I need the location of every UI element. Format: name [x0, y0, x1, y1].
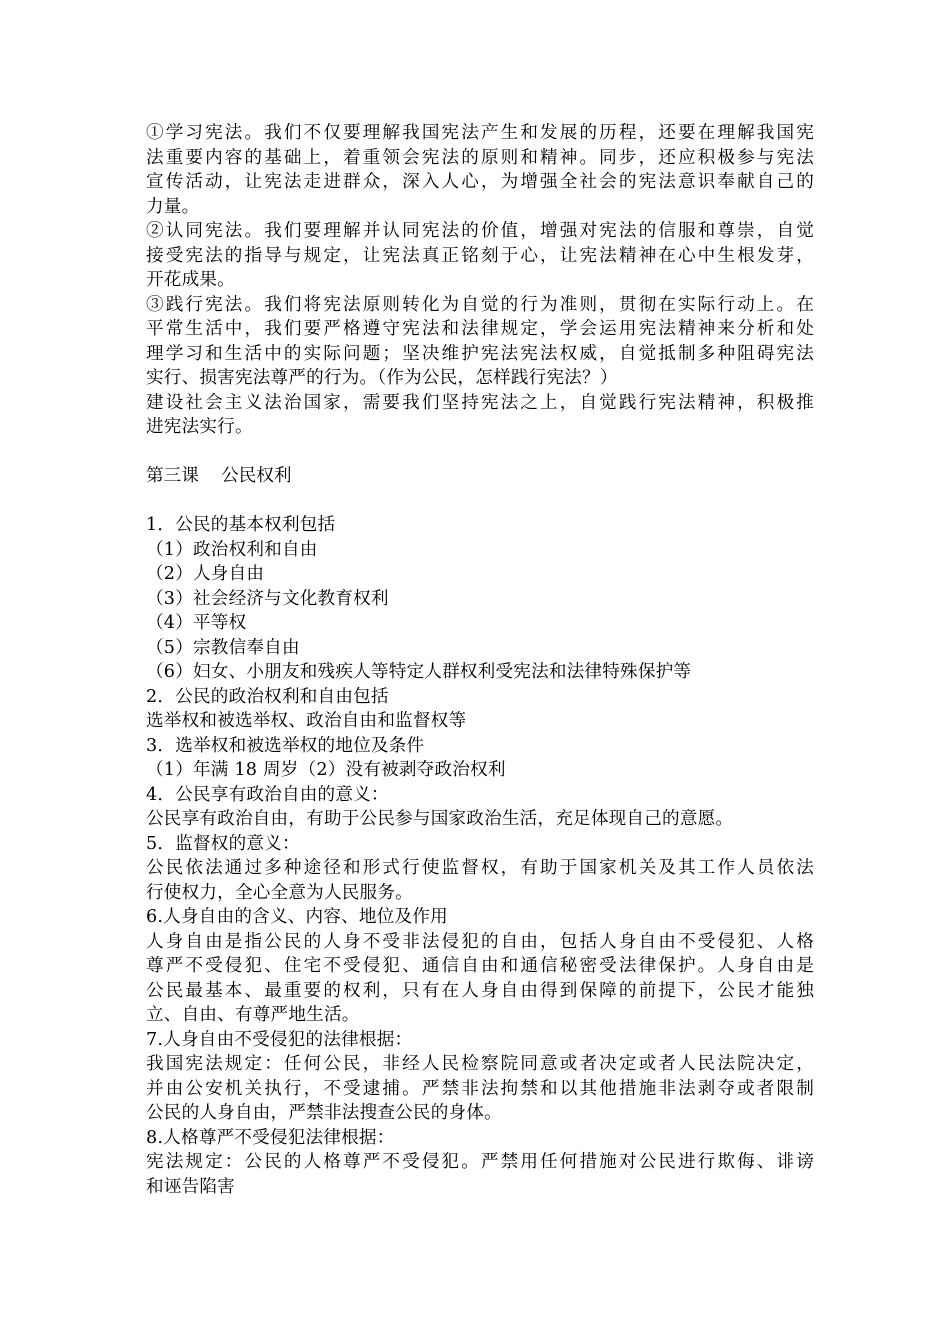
paragraph-line: 立、自由、有尊严地生活。: [146, 1005, 360, 1025]
item-heading: 2．公民的政治权利和自由包括: [146, 686, 389, 707]
item-heading: 3．选举权和被选举权的地位及条件: [146, 735, 425, 756]
list-item: （1）年满 18 周岁（2）没有被剥夺政治权利: [146, 760, 506, 780]
list-item: （5）宗教信奉自由: [146, 637, 300, 658]
paragraph-line: 实行、损害宪法尊严的行为。（作为公民，怎样践行宪法？）: [146, 368, 618, 388]
paragraph-line: 进宪法实行。: [146, 417, 253, 437]
item-heading: 5．监督权的意义：: [146, 833, 300, 854]
paragraph-line: 开花成果。: [146, 270, 235, 290]
list-item: （1）政治权利和自由: [146, 539, 318, 560]
item-heading: 4．公民享有政治自由的意义：: [146, 784, 389, 805]
paragraph-line: 公民享有政治自由，有助于公民参与国家政治生活，充足体现自己的意愿。: [146, 809, 734, 829]
paragraph-line: 法重要内容的基础上，着重领会宪法的原则和精神。同步，还应积极参与宪法: [146, 147, 814, 168]
blank-line: [146, 489, 814, 514]
item-heading: 7.人身自由不受侵犯的法律根据：: [146, 1029, 413, 1050]
document-page: [146, 121, 814, 1199]
paragraph-line: ②认同宪法。我们要理解并认同宪法的价值，增强对宪法的信服和尊崇，自觉: [146, 221, 814, 241]
list-item: （2）人身自由: [146, 564, 265, 584]
blank-line: [146, 440, 814, 465]
item-heading: 6.人身自由的含义、内容、地位及作用: [146, 907, 448, 927]
paragraph-line: 公民最基本、最重要的权利，只有在人身自由得到保障的前提下，公民才能独: [146, 980, 814, 1001]
paragraph-line: 力量。: [146, 196, 200, 217]
item-heading: 1．公民的基本权利包括: [146, 515, 336, 535]
paragraph-line: 和诬告陷害: [146, 1176, 235, 1197]
paragraph-line: 宣传活动，让宪法走进群众，深入人心，为增强全社会的宪法意识奉献自己的: [146, 172, 814, 192]
paragraph-line: 理学习和生活中的实际问题；坚决维护宪法宪法权威，自觉抵制多种阻碍宪法: [146, 343, 814, 364]
paragraph-line: ③践行宪法。我们将宪法原则转化为自觉的行为准则，贯彻在实际行动上。在: [146, 294, 814, 315]
lesson-title: 第三课 公民权利: [146, 466, 292, 486]
paragraph-line: 我国宪法规定：任何公民，非经人民检察院同意或者决定或者人民法院决定，: [146, 1054, 814, 1074]
paragraph-line: 尊严不受侵犯、住宅不受侵犯、通信自由和通信秘密受法律保护。人身自由是: [146, 956, 814, 976]
item-heading: 8.人格尊严不受侵犯法律根据：: [146, 1127, 395, 1148]
paragraph-line: 接受宪法的指导与规定，让宪法真正铭刻于心，让宪法精神在心中生根发芽，: [146, 245, 814, 266]
paragraph-line: 公民依法通过多种途径和形式行使监督权，有助于国家机关及其工作人员依法: [146, 858, 814, 878]
paragraph-line: 行使权力，全心全意为人民服务。: [146, 882, 413, 903]
section-constitution-practice: [146, 121, 814, 440]
paragraph-line: 人身自由是指公民的人身不受非法侵犯的自由，包括人身自由不受侵犯、人格: [146, 931, 814, 952]
paragraph-line: 建设社会主义法治国家，需要我们坚持宪法之上，自觉践行宪法精神，积极推: [146, 392, 814, 413]
paragraph-line: 平常生活中，我们要严格遵守宪法和法律规定，学会运用宪法精神来分析和处: [146, 319, 814, 339]
paragraph-line: 选举权和被选举权、政治自由和监督权等: [146, 711, 467, 731]
paragraph-line: 宪法规定：公民的人格尊严不受侵犯。严禁用任何措施对公民进行欺侮、诽谤: [146, 1152, 814, 1172]
list-item: （6）妇女、小朋友和残疾人等特定人群权利受宪法和法律特殊保护等: [146, 662, 692, 682]
list-item: （4）平等权: [146, 613, 247, 633]
paragraph-line: 公民的人身自由，严禁非法搜查公民的身体。: [146, 1103, 502, 1123]
paragraph-line: ①学习宪法。我们不仅要理解我国宪法产生和发展的历程，还要在理解我国宪: [146, 123, 814, 143]
list-item: （3）社会经济与文化教育权利: [146, 588, 389, 609]
paragraph-line: 并由公安机关执行，不受逮捕。严禁非法拘禁和以其他措施非法剥夺或者限制: [146, 1078, 814, 1099]
section-citizen-rights: [146, 513, 814, 1199]
